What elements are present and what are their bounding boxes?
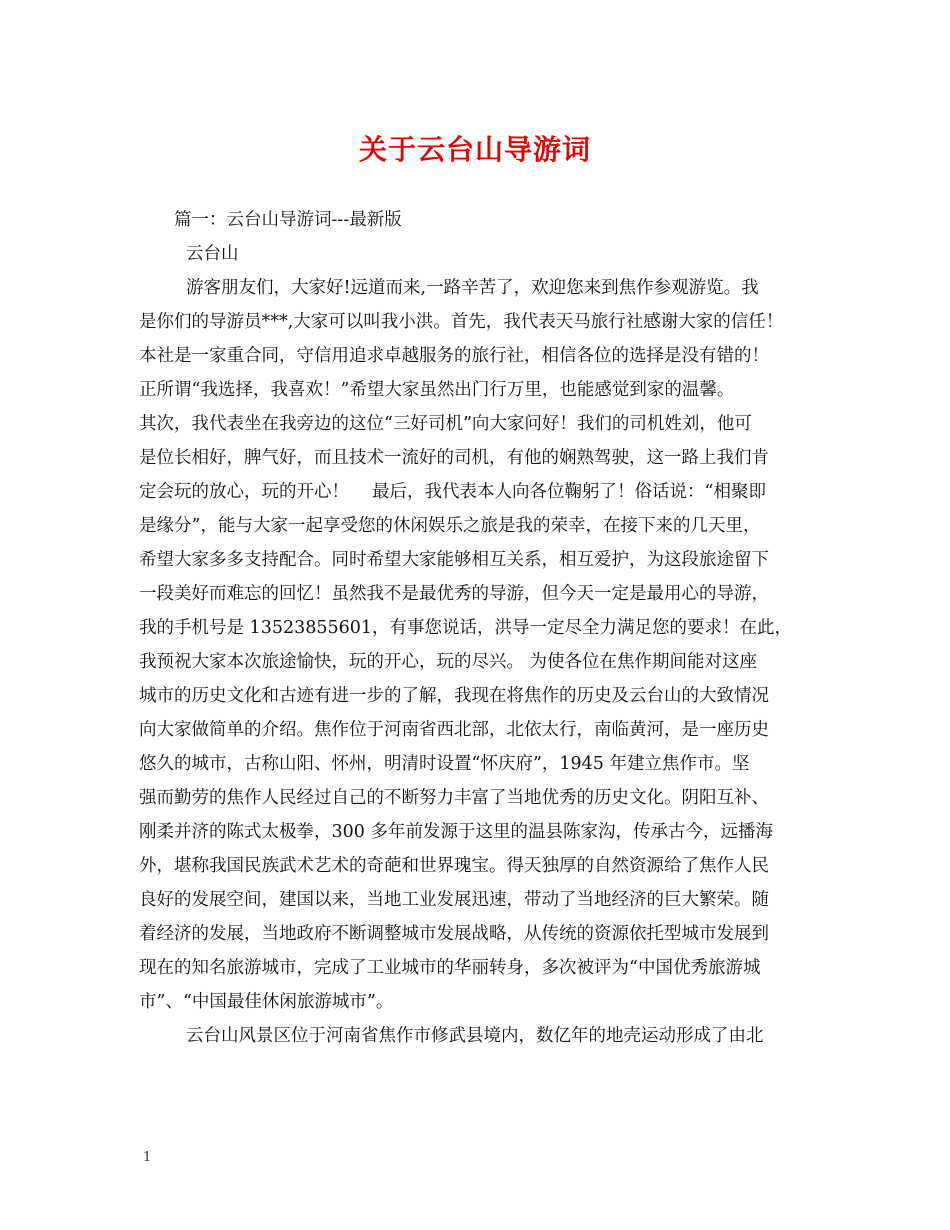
paragraph-line: 定会玩的放心，玩的开心！ 最后，我代表本人向各位鞠躬了！俗话说：“相聚即 <box>139 482 767 502</box>
paragraph-line: 其次，我代表坐在我旁边的这位“三好司机”向大家问好！我们的司机姓刘，他可 <box>139 414 752 434</box>
paragraph-line: 良好的发展空间，建国以来，当地工业发展迅速，带动了当地经济的巨大繁荣。随 <box>139 890 769 910</box>
paragraph-line: 是你们的导游员***,大家可以叫我小洪。首先，我代表天马旅行社感谢大家的信任！ <box>139 312 784 332</box>
section-heading: 篇一：云台山导游词---最新版 <box>174 210 402 230</box>
paragraph-line: 是位长相好，脾气好，而且技术一流好的司机，有他的娴熟驾驶，这一路上我们肯 <box>139 448 769 468</box>
paragraph-line: 现在的知名旅游城市，完成了工业城市的华丽转身，多次被评为“中国优秀旅游城 <box>139 958 761 978</box>
paragraph-line: 向大家做简单的介绍。焦作位于河南省西北部，北依太行，南临黄河，是一座历史 <box>139 720 769 740</box>
paragraph-line: 云台山风景区位于河南省焦作市修武县境内，数亿年的地壳运动形成了由北 <box>186 1026 764 1046</box>
paragraph-line: 希望大家多多支持配合。同时希望大家能够相互关系，相互爱护，为这段旅途留下 <box>139 550 769 570</box>
paragraph-line: 正所谓“我选择，我喜欢！”希望大家虽然出门行万里，也能感觉到家的温馨。 <box>139 380 735 400</box>
paragraph-line: 一段美好而难忘的回忆！虽然我不是最优秀的导游，但今天一定是最用心的导游， <box>139 584 769 604</box>
document-title: 关于云台山导游词 <box>358 133 591 166</box>
subheading: 云台山 <box>186 244 239 264</box>
paragraph-line: 强而勤劳的焦作人民经过自己的不断努力丰富了当地优秀的历史文化。阴阳互补、 <box>139 788 769 808</box>
paragraph-line: 外，堪称我国民族武术艺术的奇葩和世界瑰宝。得天独厚的自然资源给了焦作人民 <box>139 856 769 876</box>
page-number: 1 <box>143 1150 152 1165</box>
paragraph-line: 市”、“中国最佳休闲旅游城市”。 <box>139 992 394 1012</box>
paragraph-line: 游客朋友们，大家好!远道而来,一路辛苦了，欢迎您来到焦作参观游览。我 <box>186 278 759 298</box>
paragraph-line: 是缘分”，能与大家一起享受您的休闲娱乐之旅是我的荣幸，在接下来的几天里， <box>139 516 761 536</box>
paragraph-line: 城市的历史文化和古迹有进一步的了解，我现在将焦作的历史及云台山的大致情况 <box>139 686 769 706</box>
paragraph-line: 刚柔并济的陈式太极拳，300 多年前发源于这里的温县陈家沟，传承古今，远播海 <box>139 822 773 842</box>
paragraph-line: 着经济的发展，当地政府不断调整城市发展战略，从传统的资源依托型城市发展到 <box>139 924 769 944</box>
paragraph-line: 我的手机号是 13523855601，有事您说话，洪导一定尽全力满足您的要求！在此， <box>139 618 793 638</box>
paragraph-line: 本社是一家重合同，守信用追求卓越服务的旅行社，相信各位的选择是没有错的！ <box>139 346 769 366</box>
paragraph-line: 悠久的城市，古称山阳、怀州，明清时设置“怀庆府”，1945 年建立焦作市。坚 <box>139 754 750 774</box>
paragraph-line: 我预祝大家本次旅途愉快，玩的开心，玩的尽兴。 为使各位在焦作期间能对这座 <box>139 652 758 672</box>
